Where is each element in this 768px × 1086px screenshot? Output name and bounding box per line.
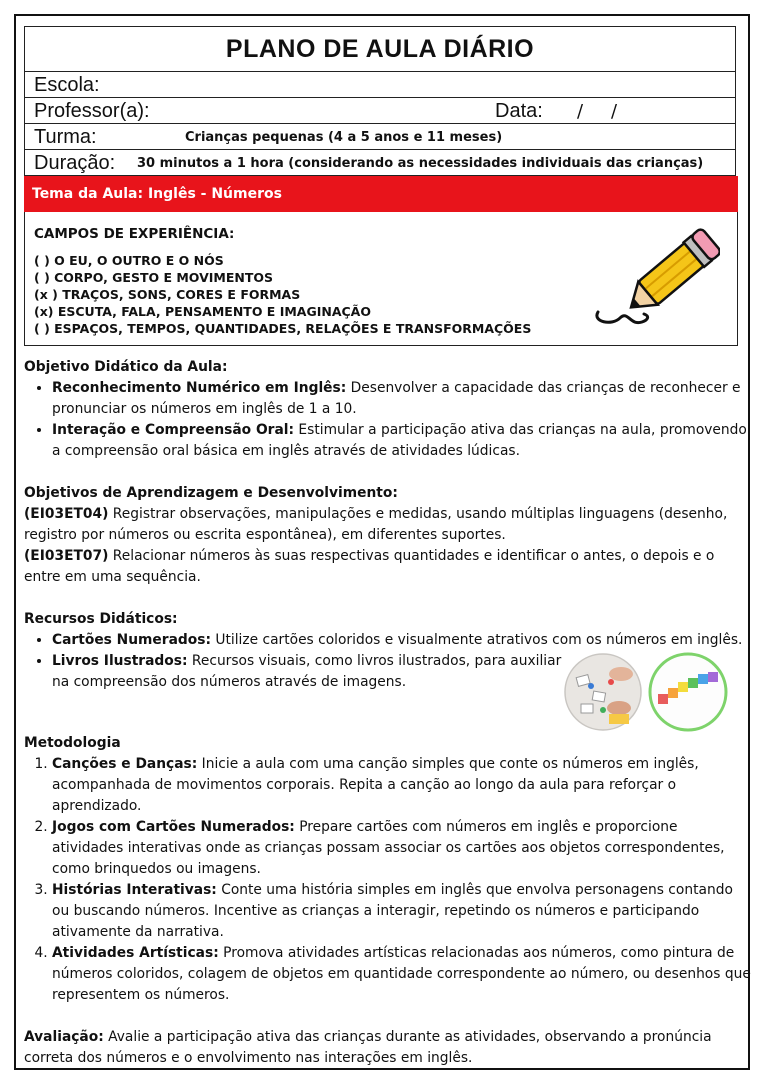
illustration-photos: [563, 652, 733, 734]
item-text: Desenvolver a capacidade das crianças de reconhecer e pronunciar os números em inglês de 1 a 10.: [52, 380, 741, 417]
item-text: Conte uma história simples em inglês que envolva personagens contando ou buscando números. Incentive as crianças a interagir, repetindo os números e participando ativamente da narrativa.: [52, 882, 733, 940]
photo-children-cards: [565, 654, 641, 730]
campo-item: ( ) ESPAÇOS, TEMPOS, QUANTIDADES, RELAÇÕES E TRANSFORMAÇÕES: [34, 321, 532, 336]
escola-row: [25, 72, 735, 98]
date-slash-1: /: [577, 101, 584, 122]
professor-row: [25, 98, 735, 124]
escola-label: Escola:: [34, 74, 100, 96]
recursos-title: Recursos Didáticos:: [24, 611, 178, 627]
campos-title: CAMPOS DE EXPERIÊNCIA:: [34, 226, 235, 242]
list-item: [52, 420, 752, 462]
aprendizagem-item: [24, 546, 752, 588]
list-item: [52, 943, 752, 1006]
objetivo-title: Objetivo Didático da Aula:: [24, 359, 228, 375]
campo-item: (x) ESCUTA, FALA, PENSAMENTO E IMAGINAÇÃO: [34, 304, 371, 319]
duracao-label: Duração:: [34, 152, 116, 174]
campo-item: (x ) TRAÇOS, SONS, CORES E FORMAS: [34, 287, 301, 302]
item-label: Canções e Danças:: [52, 756, 198, 772]
aprendizagem-item: [24, 504, 752, 546]
item-label: Atividades Artísticas:: [52, 945, 219, 961]
objetivo-list: [24, 378, 752, 462]
item-text: Registrar observações, manipulações e medidas, usando múltiplas linguagens (desenho, registro por números ou escrita espontânea), em diferentes suportes.: [24, 506, 728, 543]
photo-number-blocks: [650, 654, 726, 730]
duracao-value: 30 minutos a 1 hora (considerando as necessidades individuais das crianças): [137, 156, 704, 171]
avaliacao-label: Avaliação:: [24, 1029, 104, 1045]
page-title: PLANO DE AULA DIÁRIO: [25, 27, 735, 72]
data-label: Data:: [495, 100, 543, 122]
list-item: [52, 880, 752, 943]
avaliacao: [24, 1027, 752, 1069]
item-label: Interação e Compreensão Oral:: [52, 422, 295, 438]
theme-banner: Tema da Aula: Inglês - Números: [24, 176, 738, 212]
date-slash-2: /: [611, 101, 618, 122]
list-item: [52, 630, 752, 651]
aprendizagem-title: Objetivos de Aprendizagem e Desenvolvimento:: [24, 485, 398, 501]
metodologia-title: Metodologia: [24, 735, 121, 751]
professor-label: Professor(a):: [34, 100, 150, 122]
item-label: Cartões Numerados:: [52, 632, 211, 648]
turma-value: Crianças pequenas (4 a 5 anos e 11 meses): [185, 130, 503, 145]
item-label: Livros Ilustrados:: [52, 653, 188, 669]
list-item: [52, 817, 752, 880]
item-text: Inicie a aula com uma canção simples que conte os números em inglês, acompanhada de movimentos corporais. Repita a canção ao longo da aula para reforçar o aprendizado.: [52, 756, 699, 814]
item-text: Promova atividades artísticas relacionadas aos números, como pintura de números coloridos, colagem de objetos em quantidade correspondente ao número, ou desenhos que representem os números.: [52, 945, 751, 1003]
turma-row: [25, 124, 735, 150]
duracao-row: [25, 150, 735, 175]
list-item: [52, 378, 752, 420]
item-label: Reconhecimento Numérico em Inglês:: [52, 380, 347, 396]
item-text: Utilize cartões coloridos e visualmente atrativos com os números em inglês.: [211, 632, 743, 648]
campo-item: ( ) CORPO, GESTO E MOVIMENTOS: [34, 270, 274, 285]
turma-label: Turma:: [34, 126, 97, 148]
item-label: Histórias Interativas:: [52, 882, 217, 898]
item-label: Jogos com Cartões Numerados:: [52, 819, 295, 835]
item-text: Relacionar números às suas respectivas quantidades e identificar o antes, o depois e o entre em uma sequência.: [24, 548, 715, 585]
bncc-code: (EI03ET07): [24, 548, 109, 564]
metodologia-list: [24, 754, 752, 1006]
item-text: Prepare cartões com números em inglês e proporcione atividades interativas onde as crianças possam associar os cartões aos objetos correspondentes, como brinquedos ou imagens.: [52, 819, 725, 877]
item-text: Recursos visuais, como livros ilustrados, para auxiliar na compreensão dos números através de imagens.: [52, 653, 562, 690]
campos-list: [34, 252, 531, 337]
pencil-icon: [590, 226, 720, 336]
bncc-code: (EI03ET04): [24, 506, 109, 522]
campo-item: ( ) O EU, O OUTRO E O NÓS: [34, 253, 224, 268]
item-text: Estimular a participação ativa das crianças na aula, promovendo a compreensão oral básica em inglês através de atividades lúdicas.: [52, 422, 747, 459]
list-item: [52, 754, 752, 817]
avaliacao-text: Avalie a participação ativa das crianças durante as atividades, observando a pronúncia correta dos números e o envolvimento nas interações em inglês.: [24, 1029, 712, 1066]
header-table: [24, 26, 736, 176]
